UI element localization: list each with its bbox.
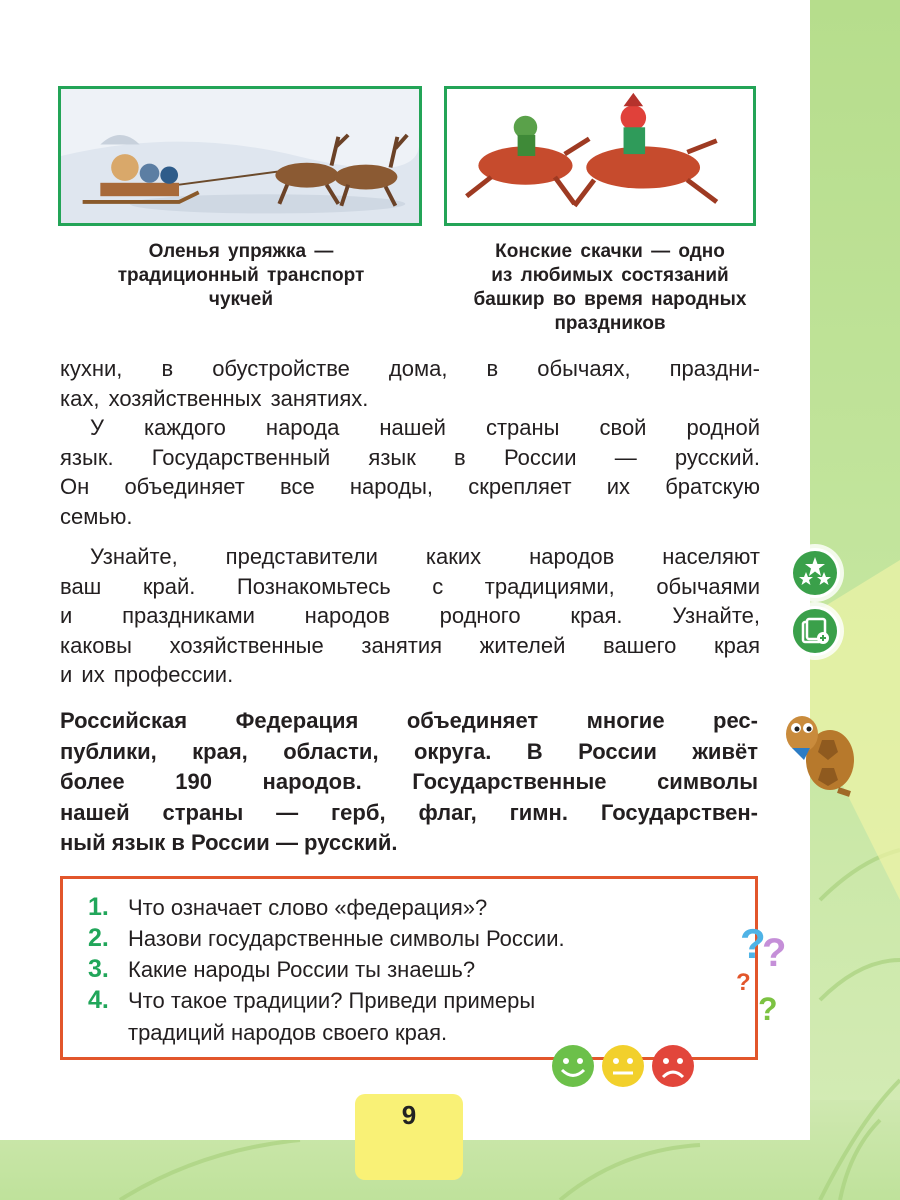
caption-line: башкир во время народных bbox=[473, 289, 747, 310]
smiley-sad-icon[interactable] bbox=[650, 1043, 696, 1089]
summary-line: нашей страны — герб, флаг, гимн. Государствен- bbox=[60, 799, 758, 825]
question-text: Какие народы России ты знаешь? bbox=[128, 957, 476, 982]
text-line: Узнайте, представители каких народов населяют bbox=[90, 544, 760, 569]
question-item bbox=[88, 892, 487, 923]
question-text: Назови государственные символы России. bbox=[128, 926, 565, 951]
questions-box bbox=[60, 876, 758, 1060]
smiley-happy-icon[interactable] bbox=[550, 1043, 596, 1089]
question-item bbox=[88, 985, 535, 1016]
turtle-mascot bbox=[778, 698, 858, 798]
svg-text:?: ? bbox=[758, 991, 778, 1027]
paragraph-task bbox=[60, 542, 760, 690]
summary-line: Российская Федерация объединяет многие рес- bbox=[60, 708, 758, 733]
caption-reindeer bbox=[60, 240, 422, 312]
text-line: ваш край. Познакомьтесь с традициями, обычаями bbox=[60, 573, 760, 599]
paragraph-peoples bbox=[60, 354, 760, 531]
caption-line: чукчей bbox=[208, 289, 274, 310]
text-line: ках, хозяйственных занятиях. bbox=[60, 385, 369, 411]
question-marks-icon bbox=[734, 918, 798, 1028]
svg-text:?: ? bbox=[762, 931, 787, 975]
question-number: 2. bbox=[88, 924, 109, 952]
summary-line: ный язык в России — русский. bbox=[60, 830, 398, 855]
caption-line: Оленья упряжка — bbox=[148, 241, 334, 262]
smiley-neutral-icon[interactable] bbox=[600, 1043, 646, 1089]
caption-line: традиционный транспорт bbox=[117, 265, 365, 286]
text-line: и праздниками народов родного края. Узнайте, bbox=[60, 603, 760, 628]
text-line: кухни, в обустройстве дома, в обычаях, праздни- bbox=[60, 356, 760, 381]
question-text-continuation: традиций народов своего края. bbox=[128, 1020, 448, 1045]
caption-line: из любимых состязаний bbox=[491, 265, 729, 286]
text-line: семью. bbox=[60, 503, 133, 529]
folder-add-icon[interactable] bbox=[790, 606, 840, 656]
caption-line: Конские скачки — одно bbox=[495, 241, 725, 262]
question-text: Что такое традиции? Приведи примеры bbox=[128, 988, 536, 1013]
text-line: и их профессии. bbox=[60, 662, 234, 687]
reindeer-sled-illustration bbox=[58, 86, 422, 226]
question-item bbox=[88, 954, 475, 985]
text-line: У каждого народа нашей страны свой родной bbox=[90, 415, 760, 440]
question-number: 3. bbox=[88, 955, 109, 983]
horse-race-illustration bbox=[444, 86, 756, 226]
question-number: 4. bbox=[88, 986, 109, 1014]
svg-text:?: ? bbox=[740, 920, 766, 967]
summary-line: более 190 народов. Государственные символы bbox=[60, 769, 758, 794]
page-number: 9 bbox=[401, 1100, 417, 1130]
caption-horse-race bbox=[430, 240, 790, 336]
question-item bbox=[88, 923, 565, 954]
text-line: Он объединяет все народы, скрепляет их братскую bbox=[60, 474, 760, 499]
text-line: язык. Государственный язык в России — русский. bbox=[60, 444, 760, 470]
question-number: 1. bbox=[88, 893, 109, 921]
question-text: Что означает слово «федерация»? bbox=[128, 895, 488, 920]
stars-task-icon[interactable] bbox=[790, 548, 840, 598]
text-line: каковы хозяйственные занятия жителей вашего края bbox=[60, 632, 760, 658]
svg-text:?: ? bbox=[736, 969, 751, 996]
caption-line: праздников bbox=[554, 313, 666, 334]
summary-line: публики, края, области, округа. В России живёт bbox=[60, 738, 758, 764]
summary-conclusion bbox=[60, 706, 758, 859]
